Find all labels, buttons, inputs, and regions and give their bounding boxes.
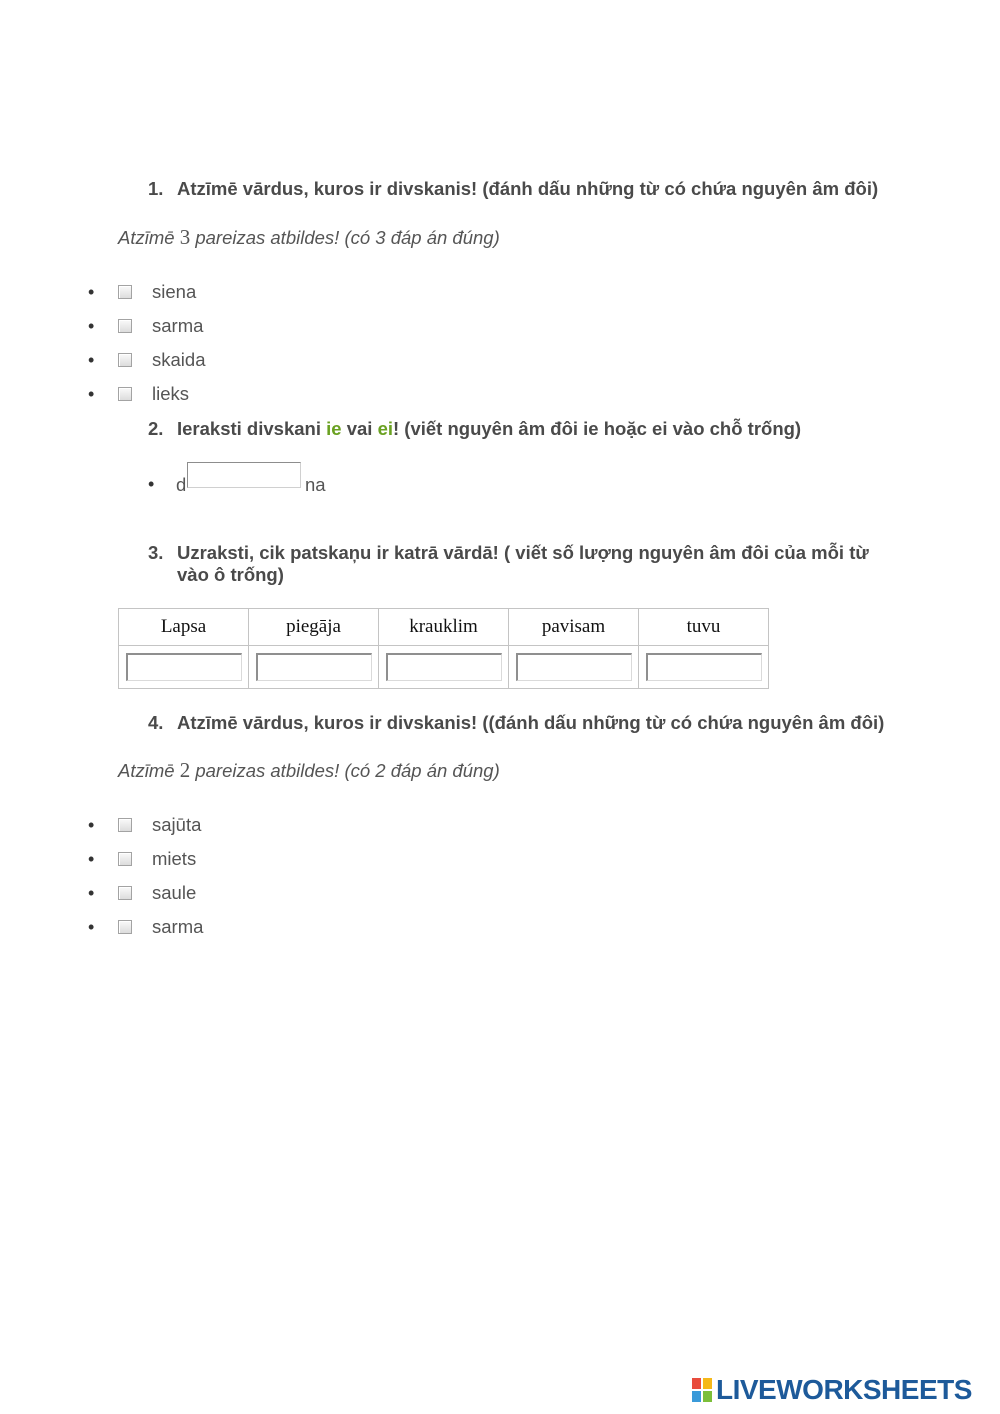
question-number: 2. <box>148 418 164 439</box>
option-label: sarma <box>152 916 204 937</box>
question-4-title <box>148 712 888 734</box>
bullet: • <box>88 383 95 404</box>
hint-count: 3 <box>179 225 191 249</box>
checkbox[interactable] <box>118 285 132 299</box>
liveworksheets-logo <box>692 1374 972 1406</box>
table-input-row <box>119 646 769 689</box>
answer-input[interactable] <box>126 653 242 681</box>
table-header-row <box>119 609 769 646</box>
logo-square-icon <box>703 1378 712 1389</box>
option-label: skaida <box>152 349 206 370</box>
question-number: 1. <box>148 178 164 199</box>
option-label: saule <box>152 882 197 903</box>
answer-input[interactable] <box>386 653 502 681</box>
checkbox[interactable] <box>118 353 132 367</box>
answer-input[interactable] <box>256 653 372 681</box>
input-cell <box>509 646 639 689</box>
logo-square-icon <box>703 1391 712 1402</box>
word-prefix: d <box>176 474 187 495</box>
bullet: • <box>88 882 95 903</box>
option-label: lieks <box>152 383 190 404</box>
bullet: • <box>148 474 155 494</box>
logo-square-icon <box>692 1378 701 1389</box>
question-1-hint <box>118 225 500 250</box>
diphthong-input[interactable] <box>187 462 301 488</box>
input-cell <box>119 646 249 689</box>
input-cell <box>639 646 769 689</box>
question-4-hint <box>118 758 500 783</box>
bullet: • <box>88 848 95 869</box>
title-part: vai <box>341 418 378 439</box>
bullet: • <box>88 315 95 336</box>
q4-option-1[interactable] <box>88 810 388 840</box>
hint-text: Atzīmē <box>118 227 180 248</box>
option-label: sajūta <box>152 814 202 835</box>
word-cell: Lapsa <box>119 609 249 646</box>
option-label: miets <box>152 848 197 869</box>
title-part: Ieraksti divskani <box>177 418 327 439</box>
input-cell <box>379 646 509 689</box>
bullet: • <box>88 349 95 370</box>
hint-text: pareizas atbildes! (có 2 đáp án đúng) <box>190 760 500 781</box>
word-cell: krauklim <box>379 609 509 646</box>
question-3-title <box>148 542 888 586</box>
bullet: • <box>88 916 95 937</box>
bullet: • <box>88 281 95 302</box>
checkbox[interactable] <box>118 818 132 832</box>
logo-icon <box>692 1378 712 1402</box>
logo-square-icon <box>692 1391 701 1402</box>
answer-input[interactable] <box>646 653 762 681</box>
hint-count: 2 <box>179 758 191 782</box>
q1-option-3[interactable] <box>88 345 388 375</box>
question-text: Atzīmē vārdus, kuros ir divskanis! ((đánh dấu những từ có chứa nguyên âm đôi) <box>177 712 885 733</box>
q1-option-1[interactable] <box>88 277 388 307</box>
title-highlight-ei: ei <box>377 418 393 439</box>
title-highlight-ie: ie <box>326 418 342 439</box>
question-text: Uzraksti, cik patskaņu ir katrā vārdā! ( viết số lượng nguyên âm đôi của mỗi từ vào ô trống) <box>177 542 869 585</box>
logo-text: LIVEWORKSHEETS <box>716 1374 972 1405</box>
question-number: 4. <box>148 712 164 733</box>
bullet: • <box>88 814 95 835</box>
word-suffix: na <box>305 474 326 495</box>
title-part: ! (viết nguyên âm đôi ie hoặc ei vào chỗ trống) <box>393 418 802 439</box>
word-cell: pavisam <box>509 609 639 646</box>
checkbox[interactable] <box>118 852 132 866</box>
checkbox[interactable] <box>118 886 132 900</box>
vowel-count-table <box>118 608 769 689</box>
checkbox[interactable] <box>118 920 132 934</box>
q1-option-2[interactable] <box>88 311 388 341</box>
q4-option-4[interactable] <box>88 912 388 942</box>
q4-option-2[interactable] <box>88 844 388 874</box>
checkbox[interactable] <box>118 319 132 333</box>
option-label: sarma <box>152 315 204 336</box>
question-number: 3. <box>148 542 164 563</box>
hint-text: pareizas atbildes! (có 3 đáp án đúng) <box>190 227 500 248</box>
question-text: Atzīmē vārdus, kuros ir divskanis! (đánh dấu những từ có chứa nguyên âm đôi) <box>177 178 879 199</box>
question-text <box>177 418 888 440</box>
word-cell: tuvu <box>639 609 769 646</box>
q2-fill-row <box>148 460 448 500</box>
question-2-title <box>148 418 888 440</box>
input-cell <box>249 646 379 689</box>
checkbox[interactable] <box>118 387 132 401</box>
q4-option-3[interactable] <box>88 878 388 908</box>
answer-input[interactable] <box>516 653 632 681</box>
q1-option-4[interactable] <box>88 379 388 409</box>
option-label: siena <box>152 281 197 302</box>
word-cell: piegāja <box>249 609 379 646</box>
question-1-title <box>148 178 888 200</box>
hint-text: Atzīmē <box>118 760 180 781</box>
